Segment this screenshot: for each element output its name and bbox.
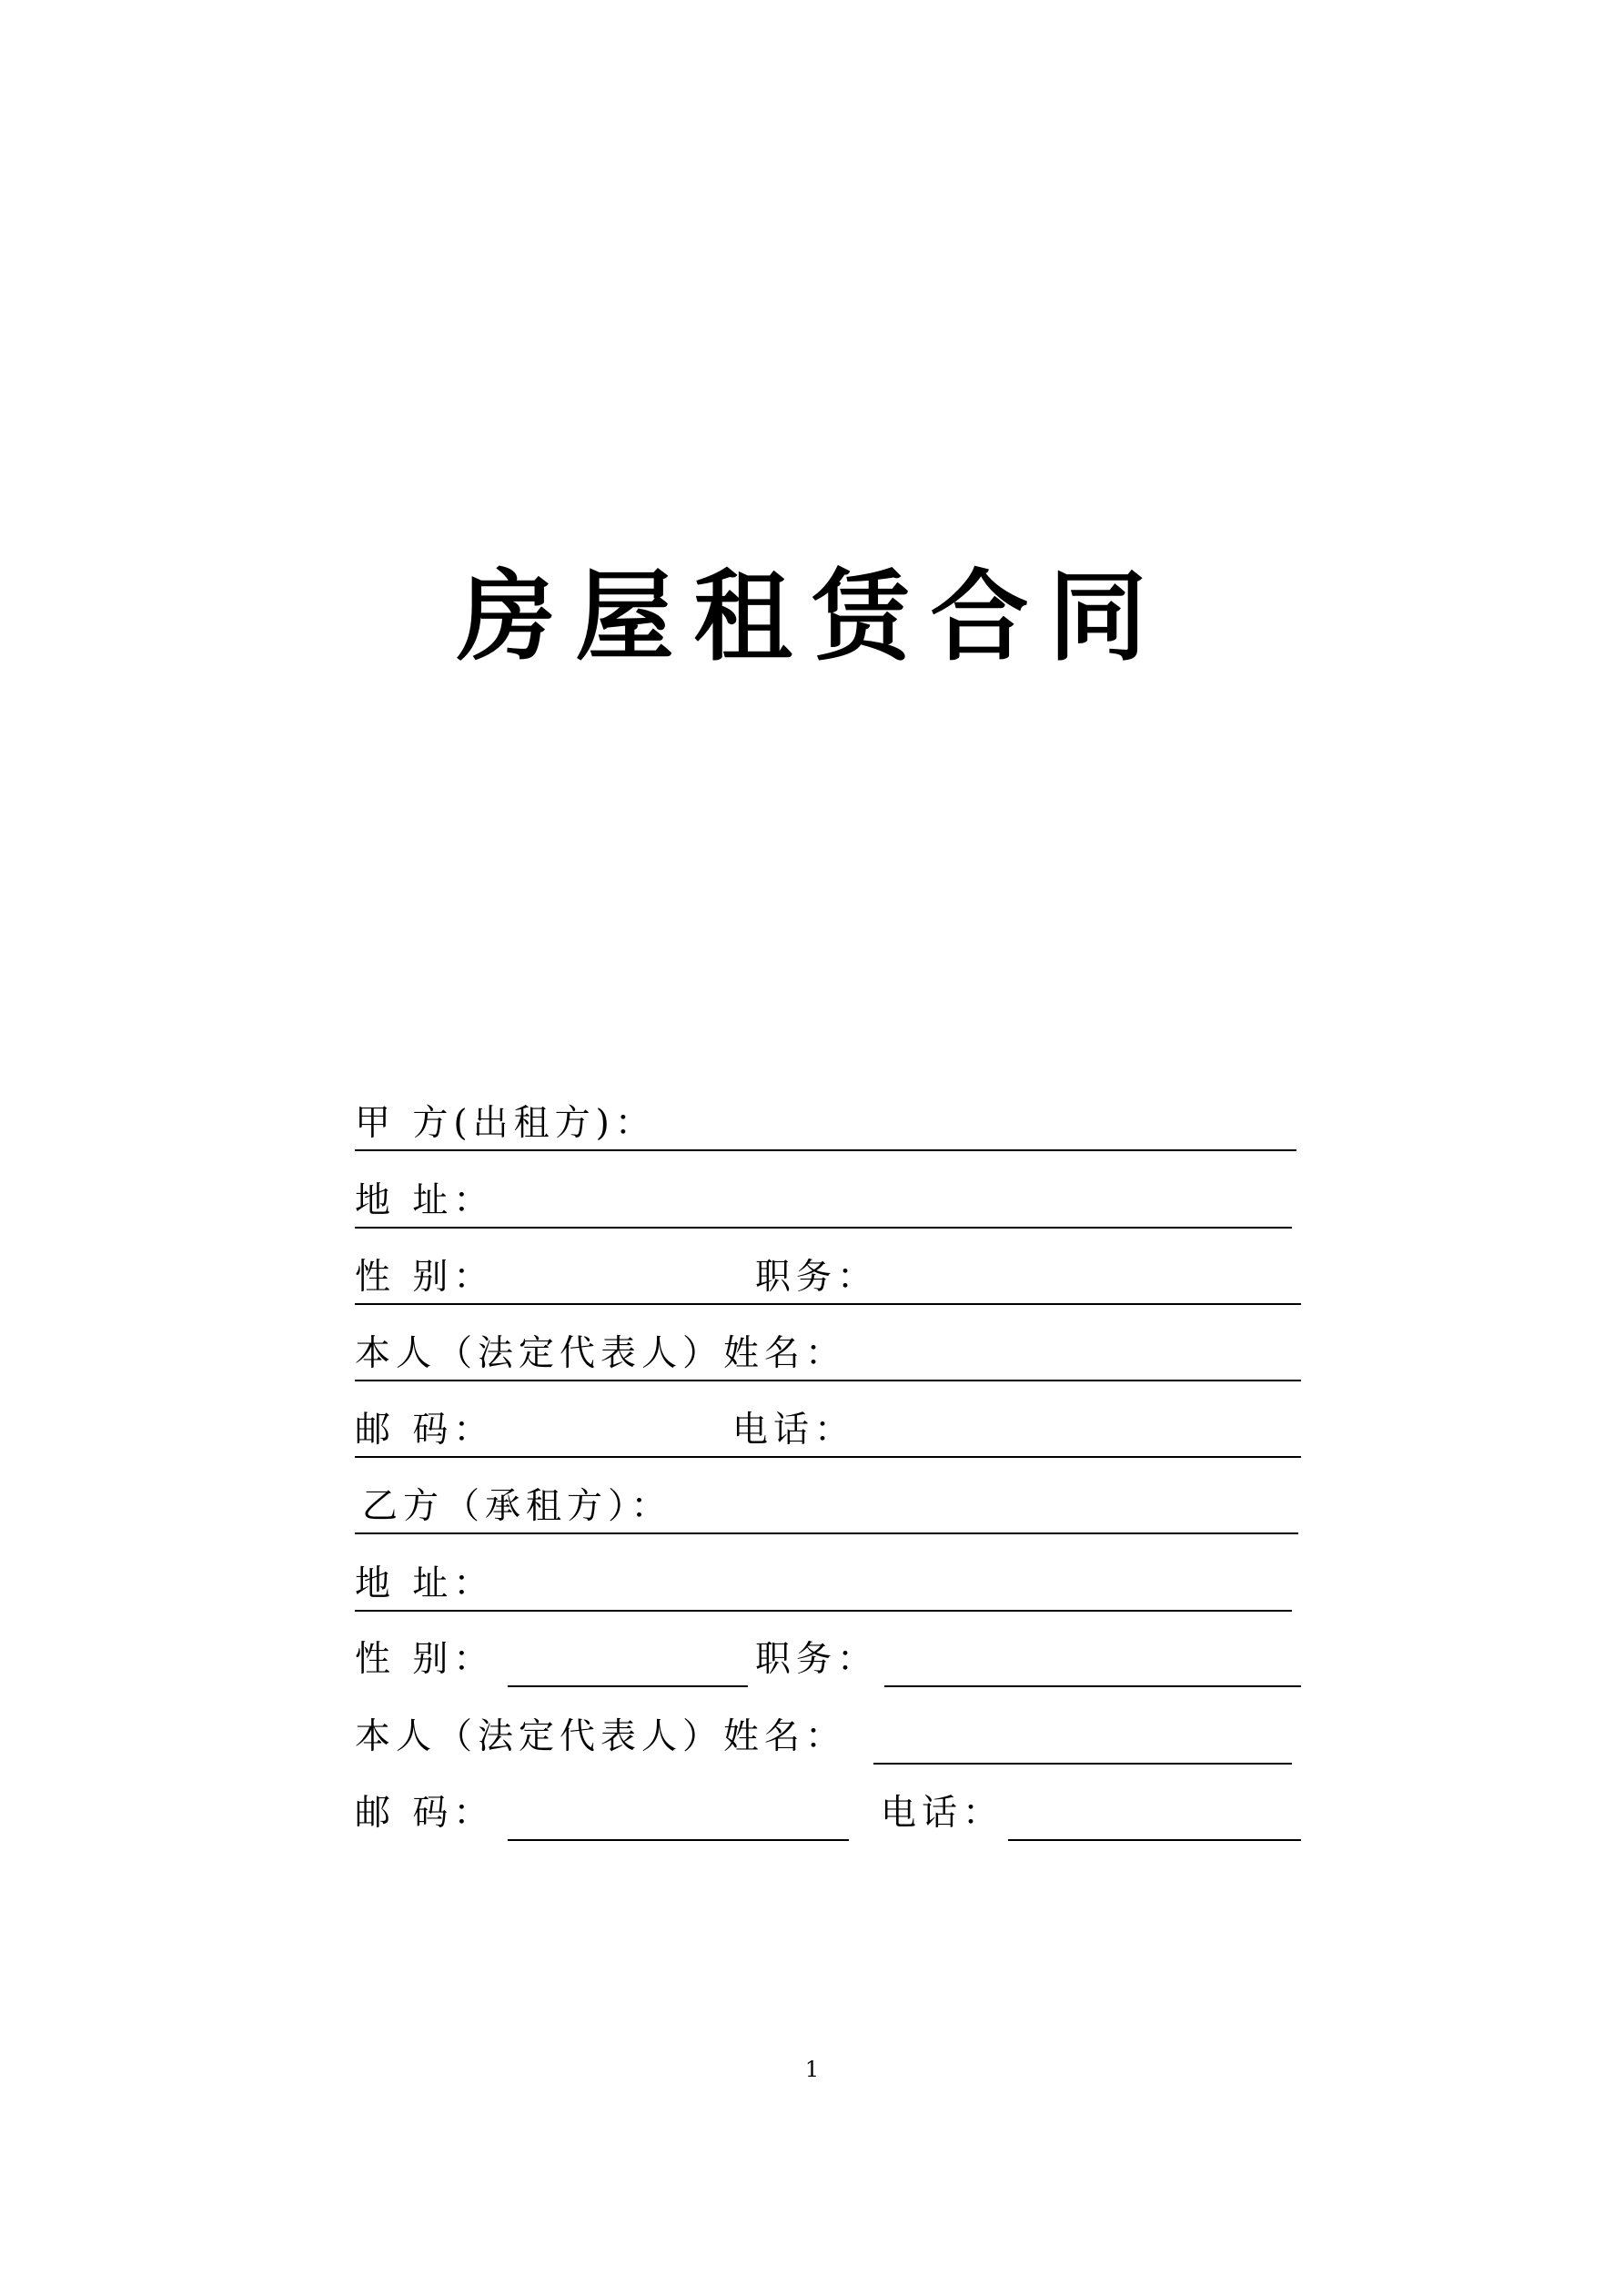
party-a-representative-label: 本人（法定代表人）姓名： <box>355 1333 847 1374</box>
party-a-postcode-row <box>355 1403 1301 1460</box>
party-a-representative-blank[interactable] <box>355 1327 1301 1381</box>
party-b-representative-label: 本人（法定代表人）姓名： <box>355 1716 847 1757</box>
page-number: 1 <box>804 2057 820 2082</box>
party-a-position-label: 职务： <box>755 1257 879 1298</box>
party-a-address-blank[interactable] <box>355 1174 1292 1229</box>
party-b-phone-blank[interactable] <box>1008 1786 1301 1841</box>
party-a-gender-label: 性 别： <box>355 1257 495 1298</box>
party-a-name-row <box>355 1327 1301 1383</box>
party-a-gender-row <box>355 1250 1301 1307</box>
party-b-position-label: 职务： <box>755 1639 879 1680</box>
party-a-phone-label: 电话： <box>732 1410 856 1451</box>
party-b-position-blank[interactable] <box>884 1633 1301 1687</box>
party-a-heading-row <box>355 1097 1301 1153</box>
party-b-name-blank[interactable] <box>355 1480 1298 1534</box>
party-a-address-label: 地 址： <box>355 1180 495 1221</box>
party-b-postcode-blank[interactable] <box>508 1786 849 1841</box>
party-a-address-row <box>355 1174 1301 1230</box>
party-b-gender-row <box>355 1633 1301 1689</box>
party-b-heading: 乙方（承租方）： <box>362 1486 672 1527</box>
party-b-address-blank[interactable] <box>355 1557 1292 1612</box>
party-b-heading-row <box>355 1480 1301 1536</box>
party-b-address-label: 地 址： <box>355 1563 495 1604</box>
party-b-gender-blank[interactable] <box>508 1633 748 1687</box>
party-b-postcode-label: 邮 码： <box>355 1793 495 1834</box>
party-a-postcode-label: 邮 码： <box>355 1410 495 1451</box>
party-b-gender-label: 性 别： <box>355 1639 495 1680</box>
party-a-name-blank[interactable] <box>355 1097 1296 1151</box>
party-b-postcode-row <box>355 1786 1301 1843</box>
party-a-heading: 甲 方(出租方)： <box>355 1103 656 1144</box>
party-b-name-row <box>355 1710 1301 1766</box>
document-title: 房屋租赁合同 <box>457 561 1167 674</box>
party-a-gender-position-blank[interactable] <box>355 1250 1301 1305</box>
party-b-phone-label: 电话： <box>881 1793 1004 1834</box>
party-b-representative-blank[interactable] <box>873 1710 1292 1765</box>
party-a-postcode-phone-blank[interactable] <box>355 1403 1301 1458</box>
party-b-address-row <box>355 1557 1301 1613</box>
